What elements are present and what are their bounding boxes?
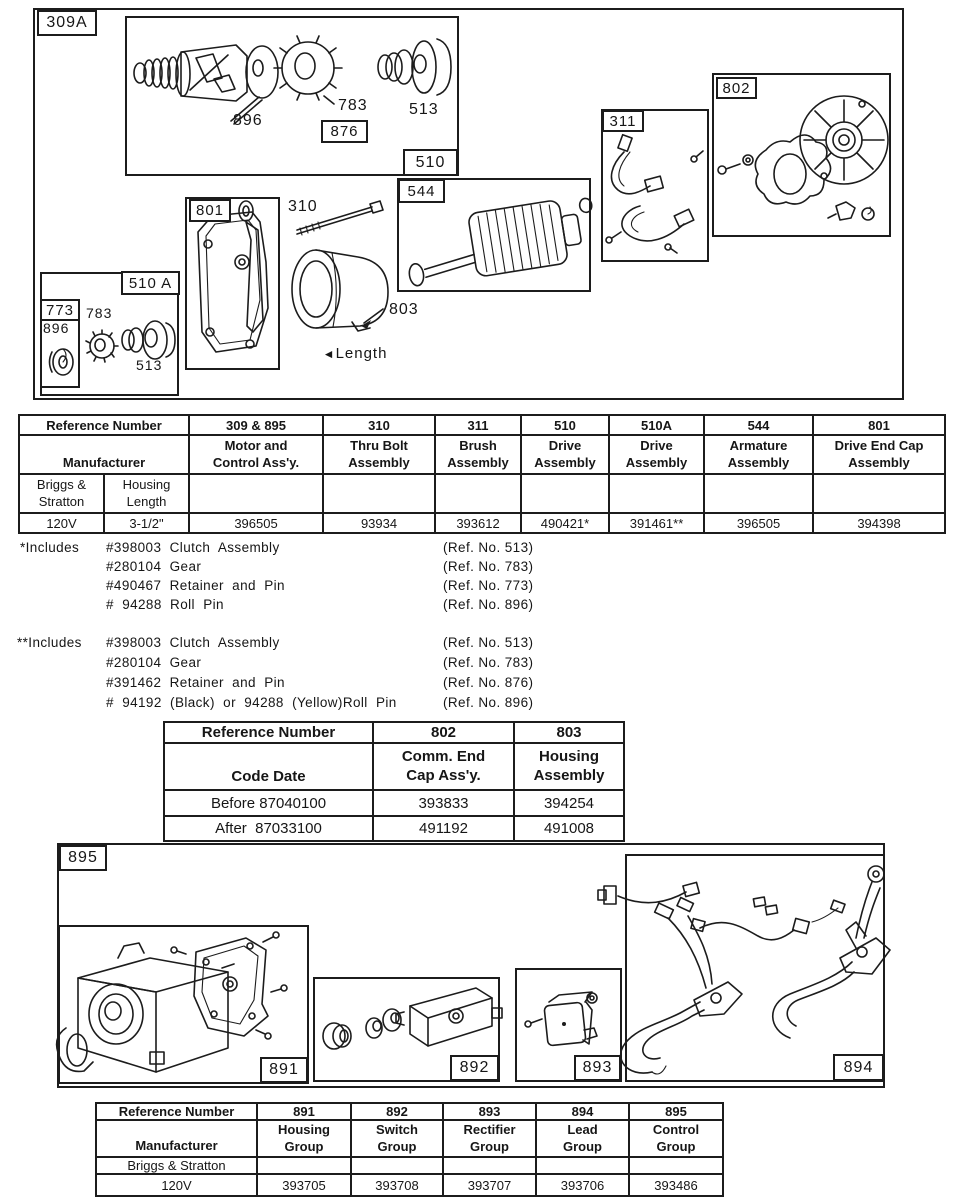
note2-part-4 [106,695,397,710]
note-part-text: #398003 Clutch Assembly [106,635,280,650]
label-801 [189,199,231,222]
t1-value-510: 490421* [521,513,609,533]
t1-name-311 [435,435,521,474]
t1-len-l1: Housing [122,477,171,493]
label-310-text: 310 [288,198,318,215]
label-783-text: 783 [338,97,368,114]
label-803 [389,301,419,319]
t1-value-510a: 391461** [609,513,704,533]
note-part-text: #490467 Retainer and Pin [106,578,285,593]
t1-name-310 [323,435,435,474]
t1-col-309-895: 309 & 895 [189,415,323,435]
note2-ref-4 [443,695,533,710]
label-802 [716,77,757,99]
label-892-text: 892 [459,1059,490,1076]
label-893-text: 893 [582,1059,613,1076]
t1-name2: Assembly [534,454,596,470]
t3-name1: Control [652,1122,700,1138]
t1-value-311: 393612 [435,513,521,533]
t3-name-893 [443,1120,536,1157]
t2-name2: Assembly [533,766,605,784]
t3-empty-cell [629,1157,723,1174]
note1-ref-3 [443,578,533,593]
label-876-text: 876 [330,123,359,140]
t3-col-893: 893 [443,1103,536,1120]
label-309a [37,10,97,36]
label-891-text: 891 [269,1061,299,1078]
group-parts-table [95,1102,724,1197]
note1-part-2 [106,559,201,574]
t2-col-803: 803 [514,722,624,743]
t1-col-510a: 510A [609,415,704,435]
label-801-text: 801 [195,202,225,219]
t1-empty-cell [521,474,609,513]
t1-value-310: 93934 [323,513,435,533]
label-310 [288,198,318,216]
note-part-text: #280104 Gear [106,655,202,670]
t1-name1: Brush [459,438,497,454]
t2-row-after: After 87033100 [164,816,373,841]
t3-name2: Group [563,1138,602,1154]
t1-briggs-stratton [19,474,104,513]
note1-ref-2 [443,559,533,574]
note1-part-3 [106,578,285,593]
label-892 [450,1055,499,1081]
t2-before-803: 394254 [514,790,624,816]
t3-col-895: 895 [629,1103,723,1120]
t1-empty-cell [609,474,704,513]
note2-part-3 [106,675,285,690]
note-ref-text: (Ref. No. 513) [443,635,534,650]
note-part-text: #398003 Clutch Assembly [106,540,280,555]
note2-marker [17,635,82,650]
t3-value-891: 393705 [257,1174,351,1196]
t2-col-802: 802 [373,722,514,743]
t1-name2: Assembly [625,454,688,470]
note2-part-1 [106,635,280,650]
t1-empty-cell [813,474,945,513]
note-part-text: #280104 Gear [106,559,202,574]
t1-col-801: 801 [813,415,945,435]
t3-ref-header: Reference Number [96,1103,257,1120]
t3-empty-cell [536,1157,629,1174]
t3-empty-cell [257,1157,351,1174]
label-544 [398,179,445,203]
label-896b-text: 896 [43,320,70,336]
t1-mfr-header: Manufacturer [19,435,189,474]
t2-code-date-header: Code Date [164,743,373,790]
t1-housing-length-value: 3-1/2" [104,513,189,533]
note-ref-text: (Ref. No. 876) [443,675,534,690]
note1-ref-1 [443,540,533,555]
label-893 [574,1055,621,1081]
label-513-b [136,357,162,373]
t3-col-891: 891 [257,1103,351,1120]
t3-col-894: 894 [536,1103,629,1120]
t3-name-895 [629,1120,723,1157]
t2-row-before: Before 87040100 [164,790,373,816]
t1-mfr-l1: Briggs & [36,477,87,493]
t1-name1: Drive [640,438,673,454]
t1-empty-cell [323,474,435,513]
t3-name-891 [257,1120,351,1157]
label-783-b [86,305,112,321]
t1-empty-cell [704,474,813,513]
t3-empty-cell [443,1157,536,1174]
label-513-text: 513 [409,101,439,118]
note2-marker-text: **Includes [17,635,82,650]
note-ref-text: (Ref. No. 783) [443,559,534,574]
label-513b-text: 513 [136,357,163,373]
t1-name1: Drive [548,438,582,454]
label-510-text: 510 [415,153,446,171]
note1-part-1 [106,540,280,555]
t1-name1: Drive End Cap [834,438,924,454]
t1-name1: Armature [729,438,788,454]
label-896 [233,112,263,130]
t1-name-510 [521,435,609,474]
t2-name-803 [514,743,624,790]
t2-name1: Housing [539,747,599,765]
note-ref-text: (Ref. No. 896) [443,597,534,612]
label-896-b [43,320,69,336]
label-895 [59,845,107,871]
label-513 [409,101,439,119]
t3-name2: Group [284,1138,324,1154]
t1-name2: Assembly [727,454,790,470]
t3-col-892: 892 [351,1103,443,1120]
label-783 [338,97,368,115]
t2-name2: Cap Ass'y. [406,766,481,784]
label-311 [602,110,644,132]
lead-group-box-894 [625,854,885,1082]
t3-mfr-header: Manufacturer [96,1120,257,1157]
t3-name1: Lead [567,1122,598,1138]
t3-name-894 [536,1120,629,1157]
label-309a-text: 309A [46,14,88,31]
note2-ref-3 [443,675,533,690]
t3-value-895: 393486 [629,1174,723,1196]
label-896-text: 896 [233,112,263,129]
main-parts-table [18,414,946,534]
t1-value-544: 396505 [704,513,813,533]
t2-before-802: 393833 [373,790,514,816]
t1-name-544 [704,435,813,474]
label-894-text: 894 [843,1058,874,1076]
t3-value-893: 393707 [443,1174,536,1196]
note2-part-2 [106,655,201,670]
note1-marker [20,540,79,555]
note-ref-text: (Ref. No. 896) [443,695,534,710]
t1-col-544: 544 [704,415,813,435]
t1-col-310: 310 [323,415,435,435]
t1-name-309-895 [189,435,323,474]
t1-value-309-895: 396505 [189,513,323,533]
note-ref-text: (Ref. No. 783) [443,655,534,670]
label-510 [403,149,458,176]
note1-ref-4 [443,597,533,612]
drive-end-cap-box-801 [185,197,280,370]
t2-name1: Comm. End [401,747,486,765]
label-544-text: 544 [407,182,436,200]
note-ref-text: (Ref. No. 773) [443,578,534,593]
note-part-text: # 94192 (Black) or 94288 (Yellow)Roll Pin [106,695,397,710]
t1-len-l2: Length [126,493,167,509]
note2-ref-1 [443,635,533,650]
label-876 [321,120,368,143]
t3-empty-cell [351,1157,443,1174]
t1-name2: Control Ass'y. [212,454,300,470]
t1-value-801: 394398 [813,513,945,533]
label-894 [833,1054,884,1081]
t1-120v: 120V [19,513,104,533]
label-510a-text: 510 A [128,274,173,292]
t3-value-894: 393706 [536,1174,629,1196]
t1-ref-header: Reference Number [19,415,189,435]
t3-name-892 [351,1120,443,1157]
label-773 [40,299,80,321]
note-ref-text: (Ref. No. 513) [443,540,534,555]
t2-after-802: 491192 [373,816,514,841]
length-label-text: Length [335,345,388,362]
note1-part-4 [106,597,224,612]
t3-name2: Group [377,1138,417,1154]
note-part-text: #391462 Retainer and Pin [106,675,285,690]
t1-col-510: 510 [521,415,609,435]
t2-name-802 [373,743,514,790]
t1-empty-cell [189,474,323,513]
label-510a [121,271,180,295]
t2-ref-header: Reference Number [164,722,373,743]
t3-name1: Switch [376,1122,418,1138]
t1-name2: Assembly [348,454,410,470]
length-arrow-icon: ◄ [322,347,336,361]
label-895-text: 895 [68,849,98,866]
t1-name1: Motor and [224,438,288,454]
t3-name2: Group [656,1138,696,1154]
note1-marker-text: *Includes [20,540,80,555]
label-891 [260,1057,308,1083]
t1-name2: Assembly [848,454,910,470]
t3-name1: Housing [278,1122,330,1138]
t1-name-510a [609,435,704,474]
t1-col-311: 311 [435,415,521,435]
t1-name1: Thru Bolt [350,438,408,454]
label-783b-text: 783 [86,305,113,321]
t3-briggs-stratton: Briggs & Stratton [96,1157,257,1174]
label-311-text: 311 [609,112,637,130]
label-802-text: 802 [722,79,751,97]
t1-housing-length [104,474,189,513]
label-803-text: 803 [389,301,419,318]
t1-name2: Assembly [447,454,509,470]
t3-name1: Rectifier [463,1122,516,1138]
t3-120v: 120V [96,1174,257,1196]
t2-after-803: 491008 [514,816,624,841]
t3-value-892: 393708 [351,1174,443,1196]
note-part-text: # 94288 Roll Pin [106,597,224,612]
t3-name2: Group [470,1138,509,1154]
t1-name-801 [813,435,945,474]
t1-empty-cell [435,474,521,513]
length-callout [302,328,387,379]
label-773-text: 773 [45,301,75,319]
note2-ref-2 [443,655,533,670]
t1-mfr-l2: Stratton [38,493,85,509]
code-date-table [163,721,625,842]
